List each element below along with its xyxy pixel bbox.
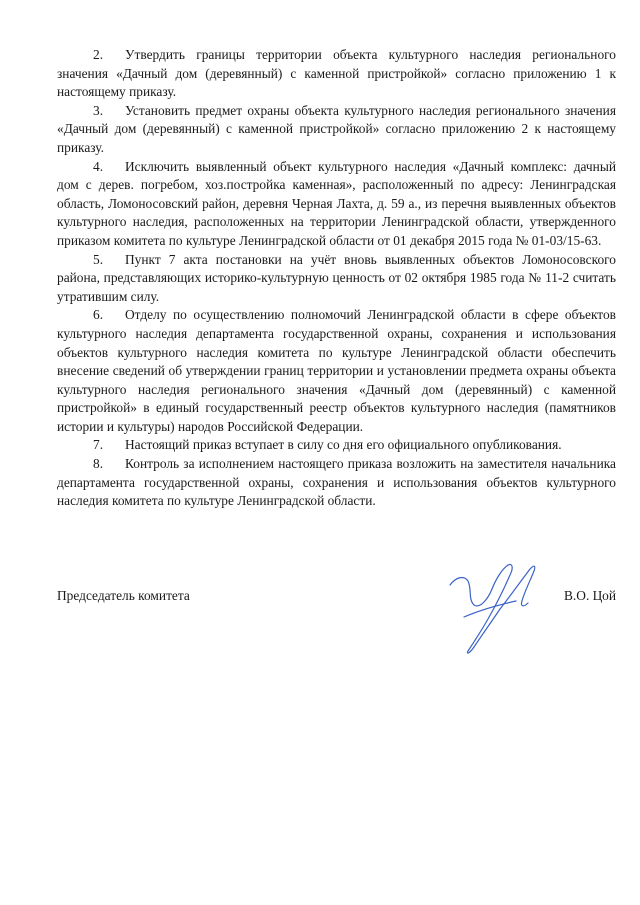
handwritten-signature — [438, 555, 548, 660]
paragraph-number: 3. — [93, 102, 104, 118]
paragraph-number: 4. — [93, 158, 104, 174]
paragraph-number: 7. — [93, 437, 104, 453]
paragraph-number: 2. — [93, 47, 104, 62]
document-body — [57, 46, 616, 511]
paragraph-text: Контроль за исполнением настоящего приказа возложить на заместителя начальника департамента государственной охраны, сохранения и использования объектов культурного наследия комитета по культуре Ленинградской области. — [57, 456, 616, 509]
paragraph-text: Утвердить границы территории объекта культурного наследия регионального значения «Дачный дом (деревянный) с каменной пристройкой» согласно приложению 1 к настоящему приказу. — [57, 47, 616, 100]
signatory-title: Председатель комитета — [57, 588, 190, 603]
paragraph-7 — [57, 436, 616, 455]
paragraph-text: Отделу по осуществлению полномочий Ленинградской области в сфере объектов культурного наследия департамента государственной охраны, сохранения и использования объектов культурного наследия комитета по культуре Ленинградской области обеспечить внесение сведений об утверждении границ территории и установлении предмета охраны объекта культурного наследия регионального значения «Дачный дом (деревянный) с каменной пристройкой» в единый государственный реестр объектов культурного наследия (памятников истории и культуры) народов Российской Федерации. — [57, 307, 616, 434]
paragraph-2 — [57, 46, 616, 102]
paragraph-number: 5. — [93, 251, 104, 267]
signatory-name: В.О. Цой — [564, 588, 616, 603]
paragraph-4 — [57, 158, 616, 251]
paragraph-5 — [57, 251, 616, 307]
paragraph-number: 6. — [93, 307, 104, 323]
paragraph-text: Исключить выявленный объект культурного наследия «Дачный комплекс: дачный дом с дерев. погребом, хоз.постройка каменная», расположенный по адресу: Ленинградская область, Ломоносовский район, деревня Черная Лахта, д. 59 а., из перечня выявленных объектов культурного наследия, расположенных на территории Ленинградской области, утвержденного приказом комитета по культуре Ленинградской области от 01 декабря 2015 года № 01-03/15-63. — [57, 158, 616, 248]
paragraph-text: Установить предмет охраны объекта культурного наследия регионального значения «Дачный дом (деревянный) с каменной пристройкой» согласно приложению 2 к настоящему приказу. — [57, 102, 616, 155]
paragraph-8 — [57, 455, 616, 511]
paragraph-6 — [57, 306, 616, 436]
paragraph-text: Пункт 7 акта постановки на учёт вновь выявленных объектов Ломоносовского района, представляющих историко-культурную ценность от 02 октября 1985 года № 11-2 считать утратившим силу. — [57, 251, 616, 304]
paragraph-text: Настоящий приказ вступает в силу со дня его официального опубликования. — [125, 437, 562, 453]
paragraph-3 — [57, 102, 616, 158]
paragraph-number: 8. — [93, 456, 104, 472]
